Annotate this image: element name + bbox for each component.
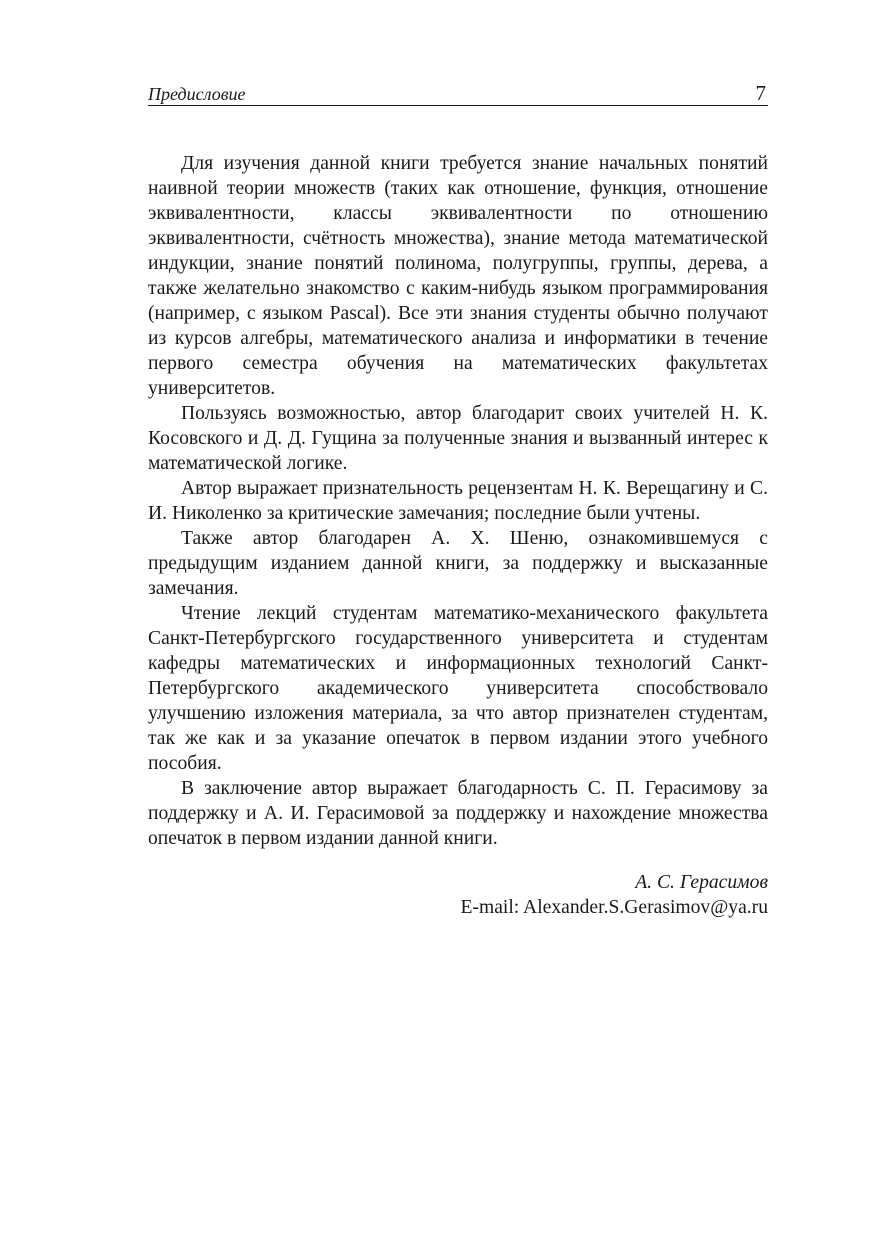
signature-block — [148, 870, 768, 921]
paragraph-shen-thanks: Также автор благодарен А. Х. Шеню, ознакомившемуся с предыдущим изданием данной книги, за поддержку и высказанные замечания. — [148, 528, 768, 599]
paragraph-teachers-thanks: Пользуясь возможностью, автор благодарит своих учителей Н. К. Косовского и Д. Д. Гущина за полученные знания и вызванный интерес к математической логике. — [148, 403, 768, 474]
paragraph-prerequisites: Для изучения данной книги требуется знание начальных понятий наивной теории множеств (таких как отношение, функция, отношение эквивалентности, классы эквивалентности по отношению эквивалентности, счётность множества), знание метода математической индукции, знание понятий полинома, полугруппы, группы, дерева, а также желательно знакомство с каким-нибудь языком программирования (например, с языком Pascal). Все эти знания студенты обычно получают из курсов алгебры, математического анализа и информатики в течение первого семестра обучения на математических факультетах университетов. — [148, 153, 768, 399]
book-page — [148, 78, 768, 921]
paragraph-conclusion: В заключение автор выражает благодарность С. П. Герасимову за поддержку и А. И. Герасимовой за поддержку и нахождение множества опечаток в первом издании данной книги. — [148, 778, 768, 849]
paragraph-lectures: Чтение лекций студентам математико-механического факультета Санкт-Петербургского государственного университета и студентам кафедры математических и информационных технологий Санкт-Петербургского академического университета способствовало улучшению изложения материала, за что автор признателен студентам, так же как и за указание опечаток в первом издании этого учебного пособия. — [148, 603, 768, 774]
running-header — [148, 78, 768, 106]
page-number: 7 — [755, 81, 766, 105]
author-name: А. С. Герасимов — [635, 872, 768, 893]
author-email: E-mail: Alexander.S.Gerasimov@ya.ru — [460, 897, 768, 918]
running-title: Предисловие — [148, 84, 246, 104]
paragraph-reviewers-thanks: Автор выражает признательность рецензентам Н. К. Верещагину и С. И. Николенко за критические замечания; последние были учтены. — [148, 478, 768, 524]
preface-body — [148, 151, 768, 851]
